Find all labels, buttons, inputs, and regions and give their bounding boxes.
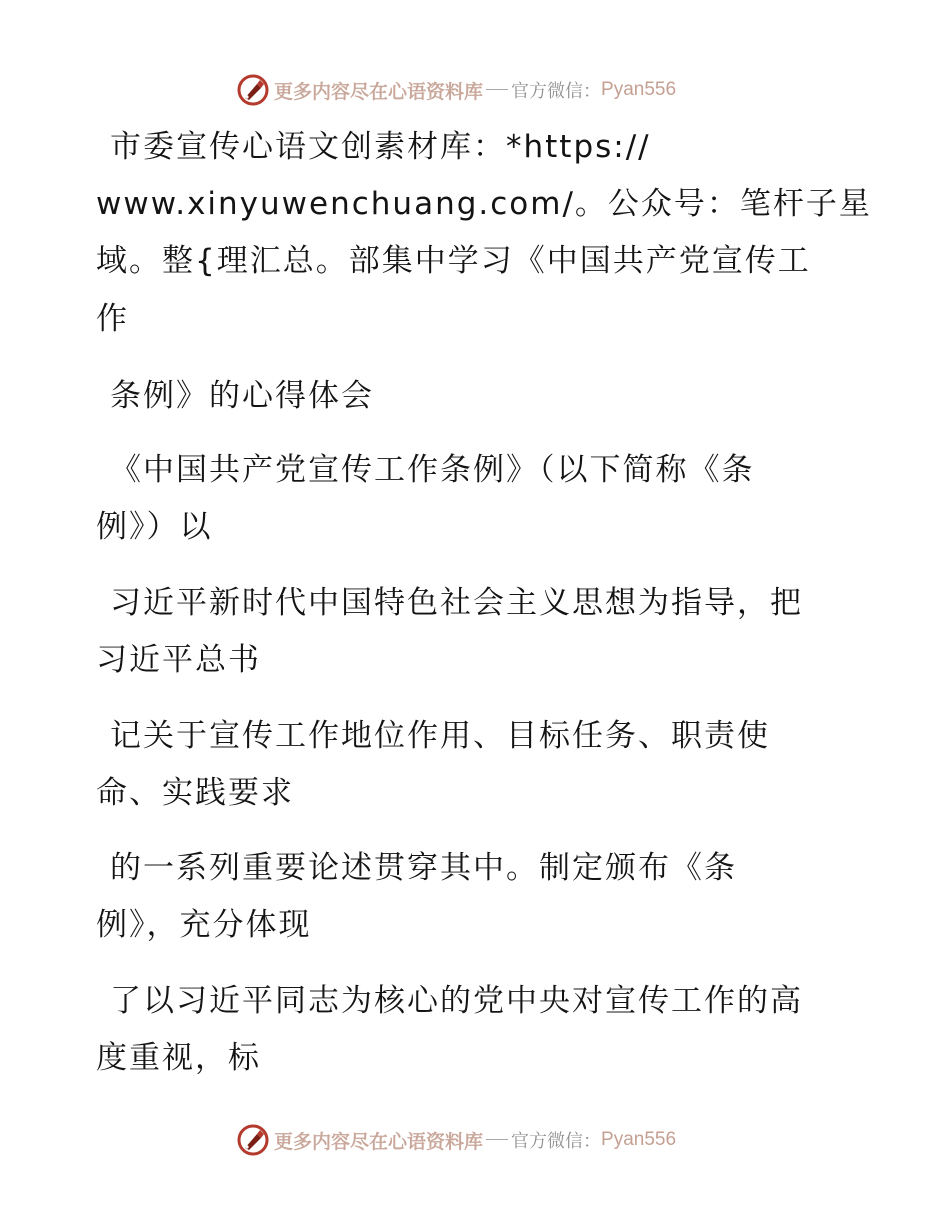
header-watermark bbox=[236, 72, 736, 108]
watermark-wechat-id: Pyan556 bbox=[601, 79, 677, 100]
text-line: 例》，充分体现 bbox=[96, 907, 312, 943]
watermark-wechat-label: 官方微信： bbox=[511, 1131, 602, 1152]
text-line: 条例》的心得体会 bbox=[110, 378, 374, 414]
text-line: 的一系列重要论述贯穿其中。制定颁布《条 bbox=[110, 850, 737, 886]
text-line: 命、实践要求 bbox=[96, 775, 294, 811]
text-line: 市委宣传心语文创素材库：*https:// bbox=[110, 129, 651, 165]
watermark-slogan: 更多内容尽在心语资料库 bbox=[274, 80, 484, 103]
watermark-dash bbox=[486, 1139, 508, 1140]
text-line: 了以习近平同志为核心的党中央对宣传工作的高 bbox=[110, 983, 803, 1019]
footer-watermark bbox=[236, 1122, 736, 1158]
watermark-wechat-label: 官方微信： bbox=[511, 81, 602, 102]
text-line: 作 bbox=[96, 301, 129, 337]
text-line: 域。整{理汇总。部集中学习《中国共产党宣传工 bbox=[96, 243, 811, 279]
text-line: www.xinyuwenchuang.com/。公众号：笔杆子星 bbox=[96, 186, 872, 222]
text-line: 度重视，标 bbox=[96, 1040, 261, 1076]
watermark-slogan: 更多内容尽在心语资料库 bbox=[274, 1130, 484, 1153]
text-line: 习近平总书 bbox=[96, 642, 261, 678]
text-line: 习近平新时代中国特色社会主义思想为指导，把 bbox=[110, 585, 803, 621]
pen-circle-logo-icon bbox=[236, 1123, 270, 1157]
text-line: 记关于宣传工作地位作用、目标任务、职责使 bbox=[110, 718, 770, 754]
text-line: 《中国共产党宣传工作条例》（以下简称《条 bbox=[110, 452, 755, 488]
pen-circle-logo-icon bbox=[236, 73, 270, 107]
watermark-wechat-id: Pyan556 bbox=[601, 1129, 677, 1150]
text-line: 例》）以 bbox=[96, 509, 213, 545]
watermark-dash bbox=[486, 89, 508, 90]
